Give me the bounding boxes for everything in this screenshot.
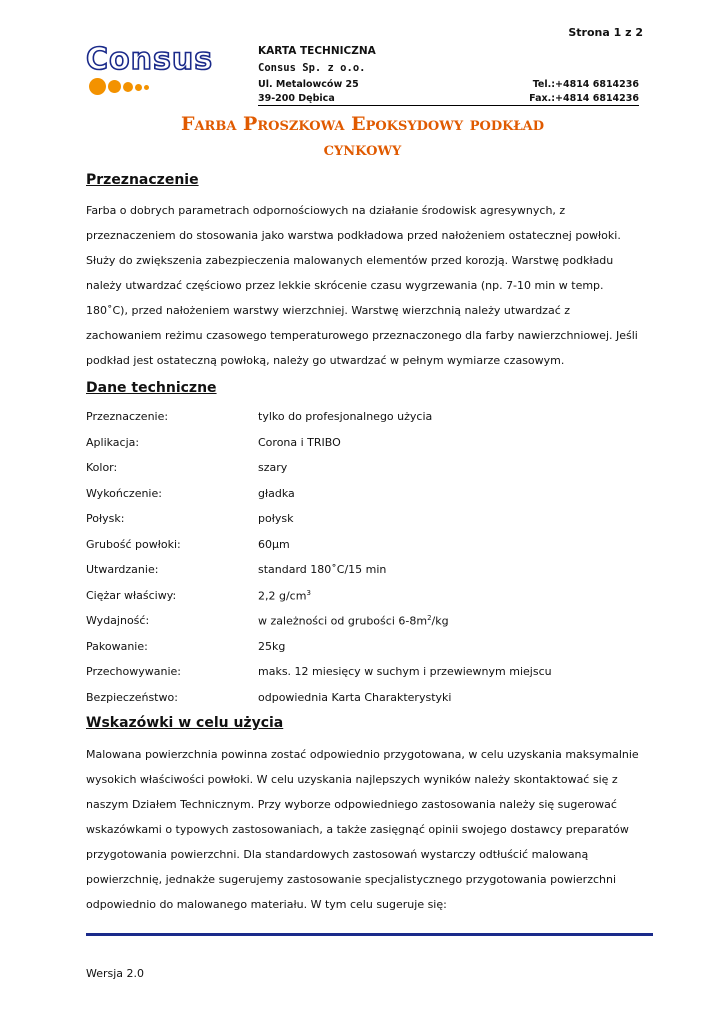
row-value xyxy=(258,538,290,551)
header-tel: Tel.:+4814 6814236 xyxy=(532,79,639,90)
row-value-superscript: 3 xyxy=(306,588,311,597)
row-label: Aplikacja: xyxy=(86,435,140,449)
row-value-text: szary xyxy=(258,461,288,474)
row-value-text: standard 180˚C/15 min xyxy=(258,563,387,576)
row-value xyxy=(258,640,285,653)
row-value xyxy=(258,436,341,449)
row-label: Ciężar właściwy: xyxy=(86,588,177,602)
row-value xyxy=(258,589,311,603)
header-fax: Fax.:+4814 6814236 xyxy=(529,93,639,104)
row-value xyxy=(258,665,552,678)
row-label: Wydajność: xyxy=(86,614,150,627)
row-value-text: maks. 12 miesięcy w suchym i przewiewnym miejscu xyxy=(258,665,552,678)
row-value xyxy=(258,563,386,576)
logo-dot xyxy=(123,82,133,92)
row-label: Bezpieczeństwo: xyxy=(86,690,178,704)
row-value-suffix: /kg xyxy=(431,614,449,628)
row-value xyxy=(258,512,293,525)
row-value xyxy=(258,691,451,704)
row-label: Kolor: xyxy=(86,461,118,474)
section-heading-technical-data: Dane techniczne xyxy=(86,380,217,396)
row-label: Przeznaczenie: xyxy=(86,410,169,423)
section-text-usage: Malowana powierzchnia powinna zostać odpowiednio przygotowana, w celu uzyskania maksymalnie wysokich właściwości powłoki. W celu uzyskania najlepszych wyników należy skontaktować się z naszym Działem Technicznym. Przy wyborze odpowiedniego zastosowania należy się sugerować wskazówkami o typowych zastosowaniach, a także zasięgnąć opinii swojego dostawcy preparatów przygotowania powierzchni. Dla standardowych zastosowań wystarczy odtłuścić malowaną powierzchnię, jednakże sugerujemy zastosowanie specjalistycznego przygotowania powierzchni odpowiednio do malowanego materiału. W tym celu sugeruje się: xyxy=(86,748,639,911)
section-text-purpose: Farba o dobrych parametrach odpornościowych na działanie środowisk agresywnych, z przeznaczeniem do stosowania jako warstwa podkładowa przed nałożeniem ostatecznej powłoki. Służy do zwiększenia zabezpieczenia malowanych elementów przed korozją. Warstwę podkładu należy utwardzać częściowo przez lekkie skrócenie czasu wygrzewania (np. 7-10 min w temp. 180˚C), przed nałożeniem warstwy wierzchniej. Warstwę wierzchnią należy utwardzać z zachowaniem reżimu czasowego temperaturowego przeznaczonego dla farby nawierzchniowej. Jeśli podkład jest ostateczną powłoką, należy go utwardzać w pełnym wymiarze czasowym. xyxy=(86,204,638,367)
logo-dot xyxy=(135,84,142,91)
row-value xyxy=(258,614,449,628)
section-heading-usage: Wskazówki w celu użycia xyxy=(86,715,284,731)
row-label: Przechowywanie: xyxy=(86,665,181,678)
row-value xyxy=(258,461,287,474)
header-divider xyxy=(258,105,639,106)
row-value-text: tylko do profesjonalnego użycia xyxy=(258,410,433,423)
row-value-superscript: 2 xyxy=(427,614,432,622)
logo-wordmark: Consus xyxy=(86,42,214,77)
row-label: Pakowanie: xyxy=(86,639,148,653)
row-label: Grubość powłoki: xyxy=(86,537,181,551)
header-company: Consus Sp. z o.o. xyxy=(258,62,366,74)
row-value-text: odpowiednia Karta Charakterystyki xyxy=(258,690,452,704)
header-city: 39-200 Dębica xyxy=(258,93,335,104)
row-value xyxy=(258,410,432,423)
consus-logo xyxy=(86,42,226,98)
row-value-text: 25kg xyxy=(258,639,286,653)
row-value xyxy=(258,487,295,500)
document-title-line2: cynkowy xyxy=(323,138,402,160)
row-label: Wykończenie: xyxy=(86,486,162,500)
footer-divider xyxy=(86,933,653,936)
logo-dot xyxy=(108,80,121,93)
row-label: Połysk: xyxy=(86,512,125,525)
row-value-text: w zależności od grubości 6-8m xyxy=(258,614,428,628)
version-label: Wersja 2.0 xyxy=(86,967,145,980)
section-heading-purpose: Przeznaczenie xyxy=(86,172,199,188)
row-value-text: gładka xyxy=(258,486,295,500)
row-value-text: 2,2 g/cm xyxy=(258,589,307,603)
logo-dot xyxy=(89,78,106,95)
logo-dot xyxy=(144,85,149,90)
document-title-line1: Farba Proszkowa Epoksydowy podkład xyxy=(180,113,544,135)
row-value-text: 60μm xyxy=(258,537,290,551)
document-title xyxy=(86,112,639,162)
row-value-text: połysk xyxy=(258,512,294,525)
header-title: KARTA TECHNICZNA xyxy=(258,45,376,57)
row-value-text: Corona i TRIBO xyxy=(258,435,341,449)
row-label: Utwardzanie: xyxy=(86,563,159,576)
page-number: Strona 1 z 2 xyxy=(568,26,643,39)
header-street: Ul. Metalowców 25 xyxy=(258,79,359,90)
